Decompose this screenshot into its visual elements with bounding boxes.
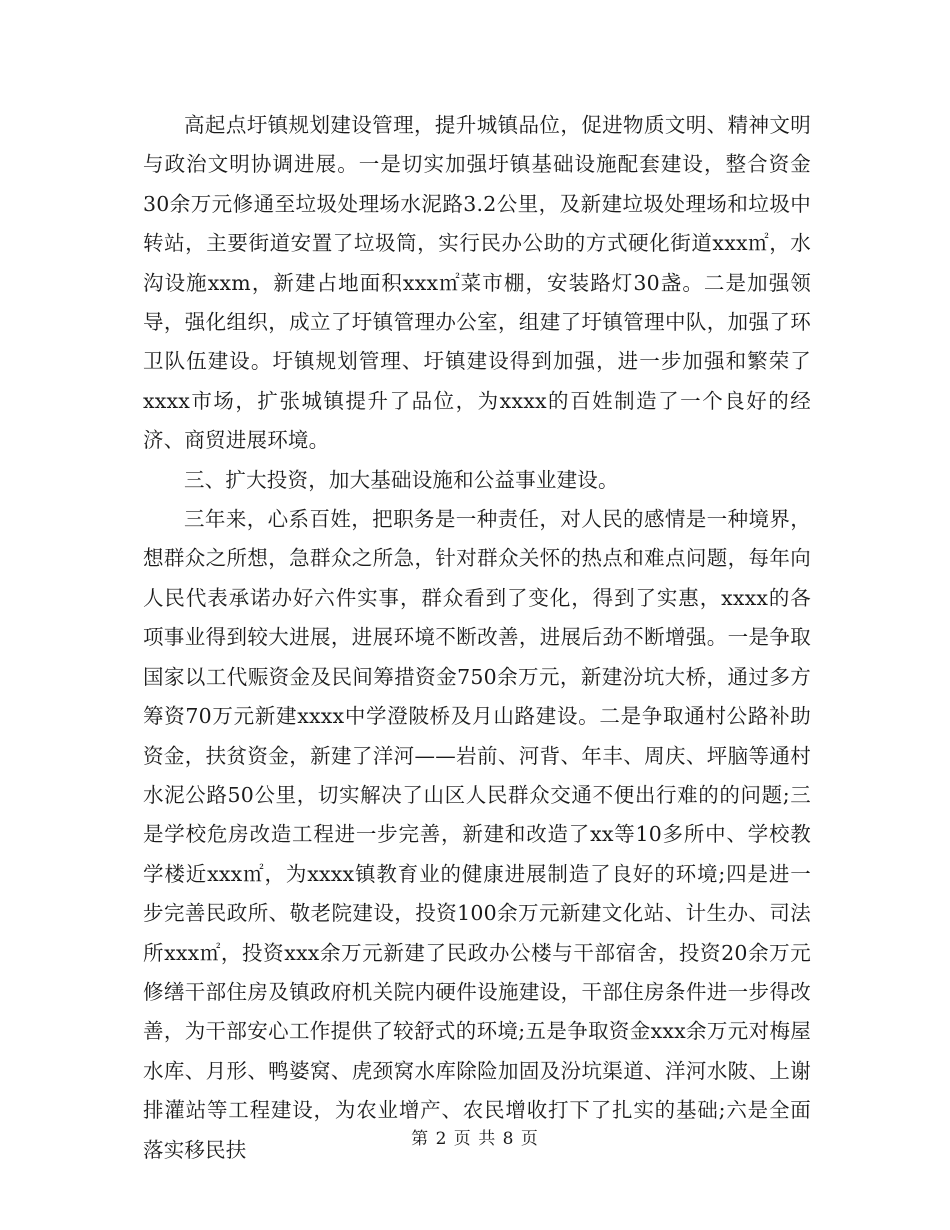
paragraph-three-years: 三年来，心系百姓，把职务是一种责任，对人民的感情是一种境界，想群众之所想，急群众之所急，针对群众关怀的热点和难点问题，每年向人民代表承诺办好六件实事，群众看到了变化，得到了实惠，xxxx的各项事业得到较大进展，进展环境不断改善，进展后劲不断增强。一是争取国家以工代赈资金及民间筹措资金750余万元，新建汾坑大桥，通过多方筹资70万元新建xxxx中学澄陂桥及月山路建设。二是争取通村公路补助资金，扶贫资金，新建了洋河——岩前、河背、年丰、周庆、坪脑等通村水泥公路50公里，切实解决了山区人民群众交通不便出行难的的问题;三是学校危房改造工程进一步完善，新建和改造了xx等10多所中、学校教学楼近xxx㎡，为xxxx镇教育业的健康进展制造了良好的环境;四是进一步完善民政所、敬老院建设，投资100余万元新建文化站、计生办、司法所xxx㎡，投资xxx余万元新建了民政办公楼与干部宿舍，投资20余万元修缮干部住房及镇政府机关院内硬件设施建设，干部住房条件进一步得改善，为干部安心工作提供了较舒式的环境;五是争取资金xxx余万元对梅屋水库、月形、鸭婆窝、虎颈窝水库除险加固及汾坑渠道、洋河水陂、上谢排灌站等工程建设，为农业增产、农民增收打下了扎实的基础;六是全面落实移民扶 xyxy=(143,507,811,1162)
page-number-footer: 第 2 页 共 8 页 xyxy=(411,1129,539,1149)
document-body xyxy=(143,106,811,1170)
paragraph-town-planning: 高起点圩镇规划建设管理，提升城镇品位，促进物质文明、精神文明与政治文明协调进展。一是切实加强圩镇基础设施配套建设，整合资金30余万元修通至垃圾处理场水泥路3.2公里，及新建垃圾处理场和垃圾中转站，主要街道安置了垃圾筒，实行民办公助的方式硬化街道xxx㎡，水沟设施xxm，新建占地面积xxx㎡菜市棚，安装路灯30盏。二是加强领导，强化组织，成立了圩镇管理办公室，组建了圩镇管理中队，加强了环卫队伍建设。圩镇规划管理、圩镇建设得到加强，进一步加强和繁荣了xxxx市场，扩张城镇提升了品位，为xxxx的百姓制造了一个良好的经济、商贸进展环境。 xyxy=(143,113,811,453)
section-heading-investment: 三、扩大投资，加大基础设施和公益事业建设。 xyxy=(184,467,619,492)
